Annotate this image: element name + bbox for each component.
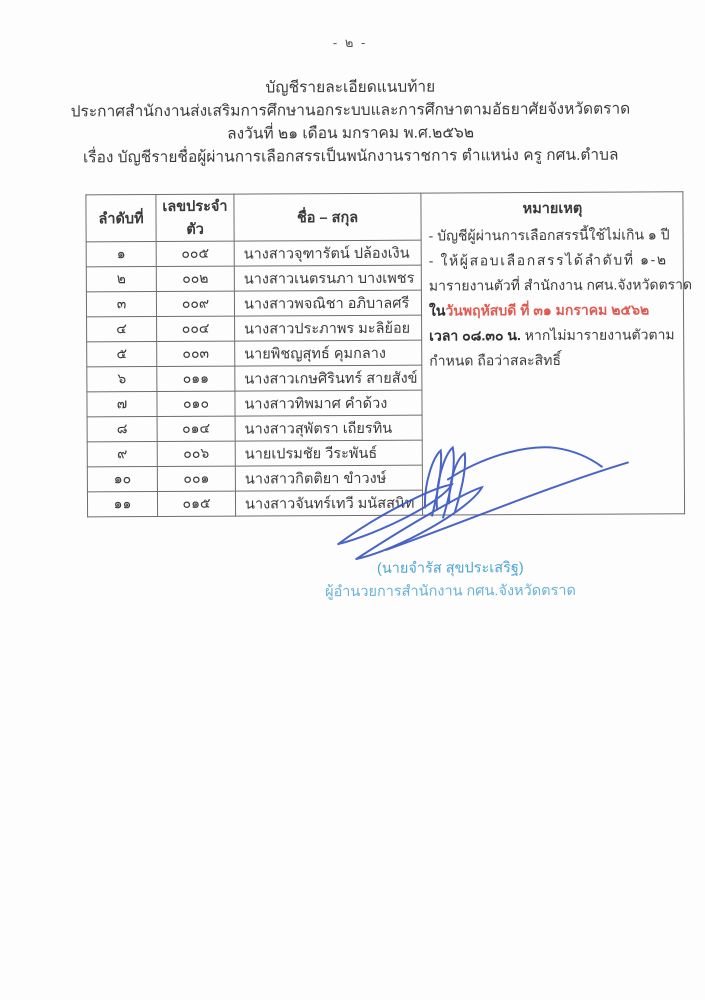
header-subject-line: เรื่อง บัญชีรายชื่อผู้ผ่านการเลือกสรรเป็นพนักงานราชการ ตำแหน่ง ครู กศน.ตำบล <box>82 146 619 167</box>
page-number: - ๒ - <box>332 34 368 51</box>
remark-line-4 <box>429 297 677 323</box>
signatory-title: ผู้อำนวยการสำนักงาน กศน.จังหวัดตราด <box>325 582 576 601</box>
cell-name: นางสาวเกษศิรินทร์ สายสังข์ <box>235 365 422 391</box>
cell-name: นายพิชญสุทธ์ คุมกลาง <box>235 340 422 366</box>
cell-id: ๐๑๐ <box>157 391 235 416</box>
remark-line-6: กำหนด ถือว่าสละสิทธิ์ <box>429 351 561 369</box>
remark-line-2: - ให้ผู้สอบเลือกสรรได้ลำดับที่ ๑-๒ <box>428 251 668 269</box>
cell-no: ๕ <box>87 342 157 367</box>
cell-id: ๐๐๓ <box>157 341 235 366</box>
cell-id: ๐๑๕ <box>157 491 235 516</box>
cell-name: นายเปรมชัย วีระพันธ์ <box>235 440 422 466</box>
signatory-name: (นายจำรัส สุขประเสริฐ) <box>376 560 524 577</box>
cell-no: ๒ <box>86 267 156 292</box>
column-header-remarks: หมายเหตุ <box>522 200 583 218</box>
cell-no: ๙ <box>87 442 157 467</box>
cell-no: ๖ <box>87 367 157 392</box>
cell-id: ๐๐๕ <box>156 241 234 266</box>
remarks-cell <box>421 192 693 515</box>
remark-line-1: - บัญชีผู้ผ่านการเลือกสรรนี้ใช้ไม่เกิน ๑ ปี <box>428 226 670 244</box>
cell-id: ๐๐๙ <box>156 291 234 316</box>
header-title-line: บัญชีรายละเอียดแนบท้าย <box>265 78 436 97</box>
remark-line-4-prefix: ใน <box>428 302 446 319</box>
remark-line-4-red-date: วันพฤหัสบดี ที่ ๓๑ มกราคม ๒๕๖๒ <box>445 301 650 319</box>
header-announcement-line: ประกาศสำนักงานส่งเสริมการศึกษานอกระบบและการศึกษาตามอัธยาศัยจังหวัดตราด <box>70 100 631 121</box>
cell-no: ๔ <box>87 317 157 342</box>
remark-line-5-rest: หากไม่มารายงานตัวตาม <box>520 326 675 344</box>
document-header <box>0 74 703 170</box>
cell-name: นางสาวกิตติยา ขำวงษ์ <box>235 465 422 491</box>
cell-id: ๐๐๖ <box>157 441 235 466</box>
cell-name: นางสาวพจณิชา อภิบาลศรี <box>234 290 421 316</box>
cell-no: ๘ <box>87 417 157 442</box>
cell-no: ๓ <box>86 292 156 317</box>
cell-name: นางสาวประภาพร มะลิย้อย <box>235 315 422 341</box>
cell-name: นางสาวเนตรนภา บางเพชร <box>234 265 421 291</box>
remark-line-3: มารายงานตัวที่ สำนักงาน กศน.จังหวัดตราด <box>428 276 693 294</box>
cell-name: นางสาวทิพมาศ คำด้วง <box>235 390 422 416</box>
cell-id: ๐๐๔ <box>157 316 235 341</box>
column-header-id: เลขประจำตัว <box>156 194 234 241</box>
cell-id: ๐๐๑ <box>157 466 235 491</box>
cell-no: ๑๑ <box>87 492 157 517</box>
remark-line-5 <box>429 322 677 348</box>
cell-no: ๑ <box>86 242 156 267</box>
cell-name: นางสาวสุพัตรา เถียรทิน <box>235 415 422 441</box>
cell-name: นางสาวจันทร์เทวี มนัสสนิท <box>235 490 422 516</box>
candidates-table <box>85 191 693 517</box>
cell-no: ๑๐ <box>87 467 157 492</box>
remark-line-5-time: เวลา ๐๘.๓๐ น. <box>429 327 521 344</box>
table-header-row <box>86 192 683 242</box>
header-date-line: ลงวันที่ ๒๑ เดือน มกราคม พ.ศ.๒๕๖๒ <box>227 124 475 143</box>
cell-no: ๗ <box>87 392 157 417</box>
cell-id: ๐๐๒ <box>156 266 234 291</box>
column-header-no: ลำดับที่ <box>86 195 156 242</box>
column-header-name: ชื่อ – สกุล <box>234 193 421 241</box>
cell-id: ๐๑๑ <box>157 366 235 391</box>
signatory-block <box>300 557 600 605</box>
cell-name: นางสาวจุฑารัตน์ ปล้องเงิน <box>234 240 421 266</box>
cell-id: ๐๑๔ <box>157 416 235 441</box>
